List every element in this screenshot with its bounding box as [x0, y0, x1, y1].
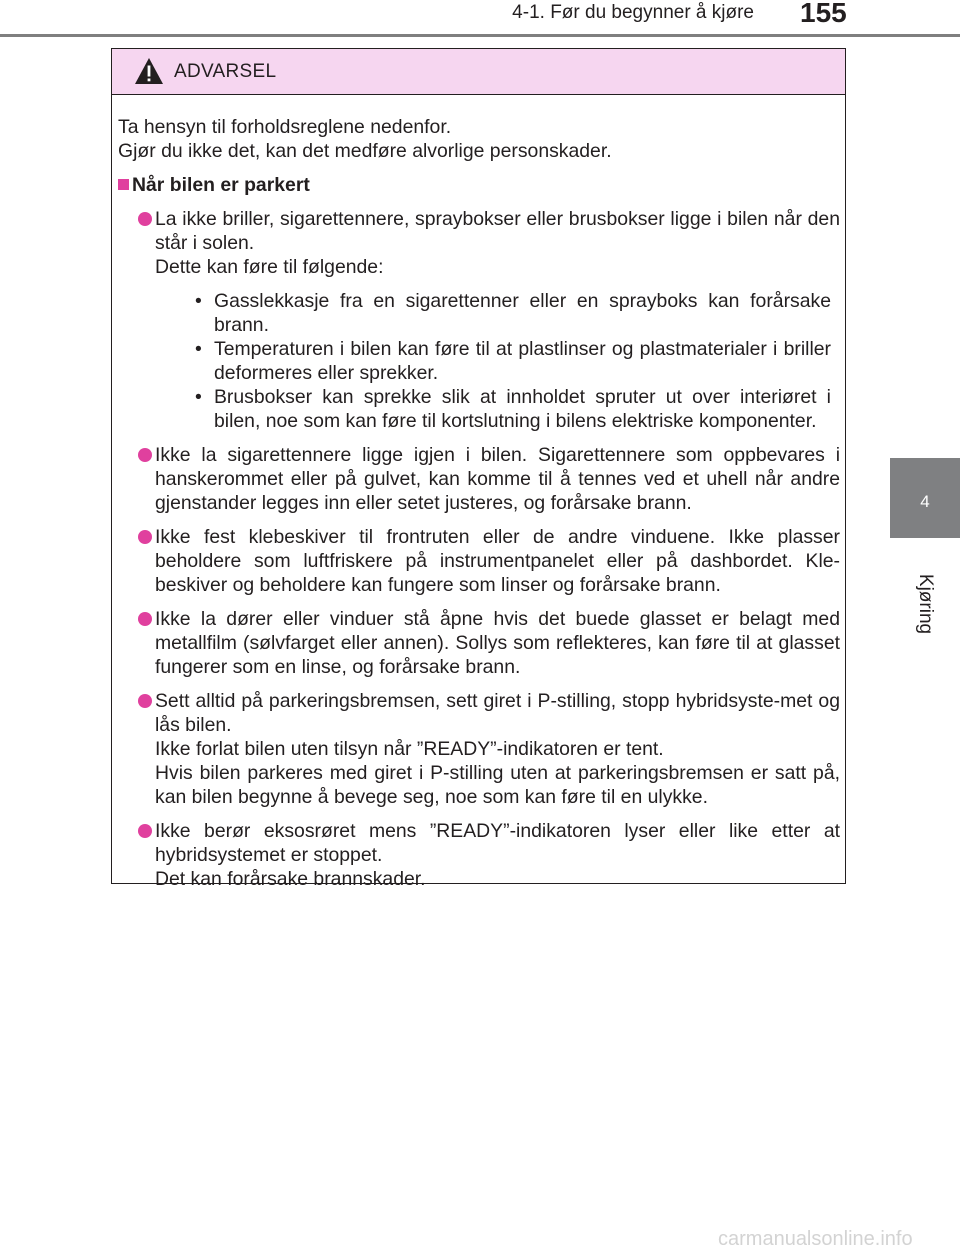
warning-triangle-icon: [134, 57, 164, 85]
page-number: 155: [800, 0, 847, 28]
warning-item: [118, 819, 840, 891]
circle-bullet-icon: [138, 530, 152, 544]
sub-item-text: Brusbokser kan sprekke slik at innholdet spruter ut over interiøret i bilen, noe som kan føre til kortslutning i bilens elektriske komponenter.: [214, 386, 831, 432]
item-text: La ikke briller, sigarettennere, spraybokser eller brusbokser ligge i bilen når den står i solen.: [155, 208, 840, 254]
chapter-tab: [890, 458, 960, 538]
sub-item-text: Temperaturen i bilen kan føre til at plastlinser og plastmaterialer i briller deformeres eller sprekker.: [214, 338, 831, 384]
header-rule: [0, 34, 960, 37]
circle-bullet-icon: [138, 694, 152, 708]
section-heading-text: Når bilen er parkert: [132, 174, 310, 196]
warning-item: [118, 207, 840, 433]
item-text: Det kan forårsake brannskader.: [155, 868, 426, 890]
sub-item-text: Gasslekkasje fra en sigarettenner eller en sprayboks kan forårsake brann.: [214, 290, 831, 336]
item-text: Ikke fest klebeskiver til frontruten eller de andre vinduene. Ikke plasser beholdere som luftfriskere på instrumentpanelet eller på dashbordet. Kle-beskiver og beholdere kan fungere som linser og forårsake brann.: [155, 526, 840, 596]
section-heading: [118, 173, 840, 197]
running-header-section: 4-1. Før du begynner å kjøre: [512, 2, 754, 23]
item-text: Ikke berør eksosrøret mens ”READY”-indikatoren lyser eller like etter at hybridsystemet er stoppet.: [155, 820, 840, 866]
item-text: Hvis bilen parkeres med giret i P-stilling uten at parkeringsbremsen er satt på, kan bilen begynne å bevege seg, noe som kan føre til en ulykke.: [155, 762, 840, 808]
warning-box: [111, 48, 846, 890]
item-text: Ikke la sigarettennere ligge igjen i bilen. Sigarettennere som oppbevares i hanskerommet eller på gulvet, kan komme til å tennes ved et uhell når andre gjenstander legges inn eller setet justeres, og forårsake brann.: [155, 444, 840, 514]
warning-item: [118, 443, 840, 515]
dot-bullet-icon: •: [195, 386, 202, 408]
warning-title: ADVARSEL: [174, 61, 277, 82]
chapter-number: 4: [920, 492, 930, 511]
warning-item: [118, 689, 840, 809]
sub-list-item: [195, 289, 831, 337]
circle-bullet-icon: [138, 212, 152, 226]
warning-header: [112, 49, 845, 95]
sub-list-item: [195, 337, 831, 385]
circle-bullet-icon: [138, 448, 152, 462]
warning-item: [118, 607, 840, 679]
item-text: Sett alltid på parkeringsbremsen, sett giret i P-stilling, stopp hybridsyste-met og lås bilen.: [155, 690, 840, 736]
warning-body: [118, 115, 840, 891]
warning-item: [118, 525, 840, 597]
square-bullet-icon: [118, 179, 129, 190]
intro-line: Ta hensyn til forholdsreglene nedenfor.: [118, 116, 452, 138]
circle-bullet-icon: [138, 824, 152, 838]
item-text: Ikke la dører eller vinduer stå åpne hvis det buede glasset er belagt med metallfilm (sølvfarget eller annen). Sollys som reflekteres, kan føre til at glasset fungerer som en linse, og forårsake brann.: [155, 608, 840, 678]
item-text: Ikke forlat bilen uten tilsyn når ”READY”-indikatoren er tent.: [155, 738, 664, 760]
dot-bullet-icon: •: [195, 338, 202, 360]
watermark: carmanualsonline.info: [718, 1228, 913, 1250]
sub-list: [155, 289, 840, 433]
intro-line: Gjør du ikke det, kan det medføre alvorlige personskader.: [118, 140, 612, 162]
item-text: Dette kan føre til følgende:: [155, 256, 384, 278]
sub-list-item: [195, 385, 831, 433]
warning-intro: [118, 115, 840, 163]
dot-bullet-icon: •: [195, 290, 202, 312]
circle-bullet-icon: [138, 612, 152, 626]
chapter-label: Kjøring: [915, 573, 936, 635]
